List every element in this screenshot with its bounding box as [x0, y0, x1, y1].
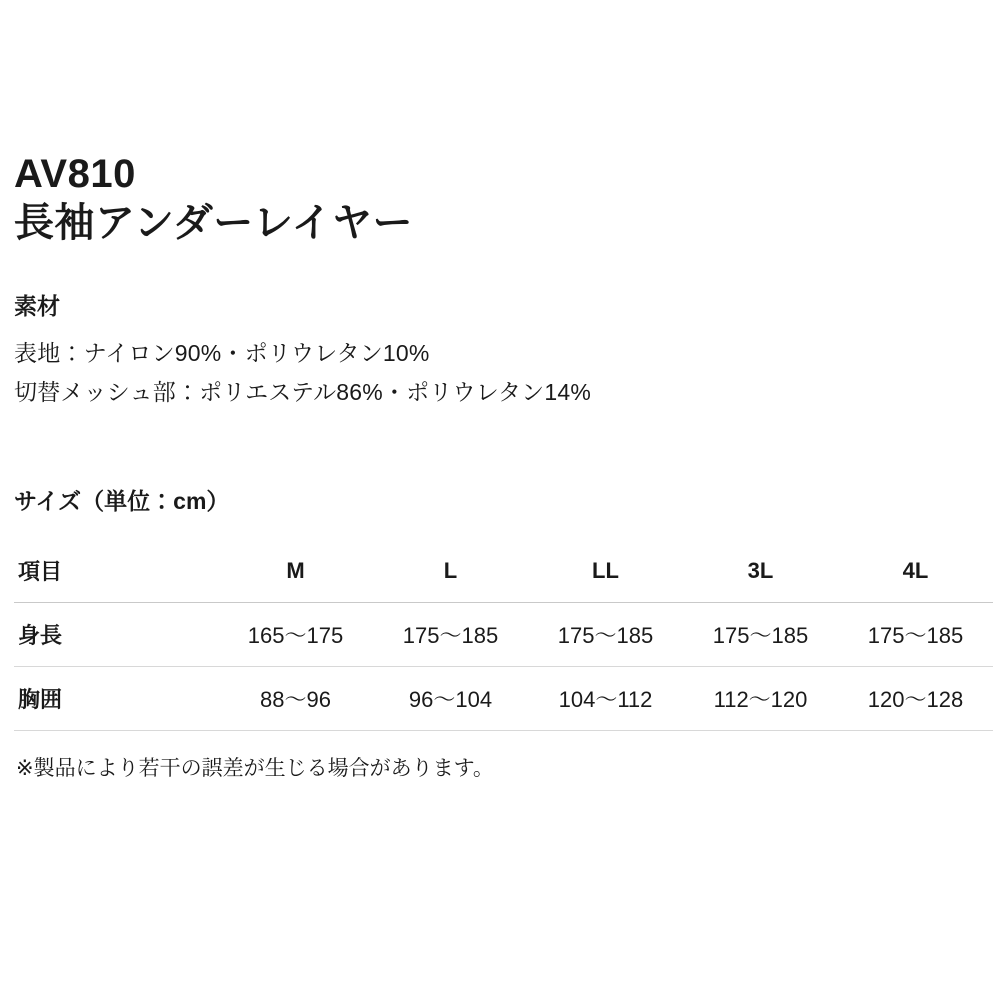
size-table-body — [14, 603, 993, 731]
product-code: AV810 — [14, 152, 136, 196]
chest-ll: 104〜112 — [528, 667, 683, 731]
column-header-m: M — [218, 539, 373, 603]
chest-m: 88〜96 — [218, 667, 373, 731]
material-section — [14, 290, 972, 413]
size-note: ※製品により若干の誤差が生じる場合があります。 — [16, 757, 494, 781]
column-header-4l: 4L — [838, 539, 993, 603]
column-header-item: 項目 — [14, 539, 218, 603]
column-header-l: L — [373, 539, 528, 603]
size-section — [14, 485, 972, 785]
height-ll: 175〜185 — [528, 603, 683, 667]
table-row — [14, 667, 993, 731]
size-table — [14, 539, 993, 731]
size-table-head — [14, 539, 993, 603]
product-name: 長袖アンダーレイヤー — [14, 200, 413, 245]
chest-4l: 120〜128 — [838, 667, 993, 731]
material-line-outer: 表地：ナイロン90%・ポリウレタン10% — [14, 339, 430, 366]
material-line-mesh: 切替メッシュ部：ポリエステル86%・ポリウレタン14% — [14, 379, 592, 406]
height-m: 165〜175 — [218, 603, 373, 667]
table-header-row — [14, 539, 993, 603]
height-4l: 175〜185 — [838, 603, 993, 667]
height-l: 175〜185 — [373, 603, 528, 667]
row-label-chest: 胸囲 — [14, 667, 218, 731]
column-header-ll: LL — [528, 539, 683, 603]
column-header-3l: 3L — [683, 539, 838, 603]
height-3l: 175〜185 — [683, 603, 838, 667]
chest-l: 96〜104 — [373, 667, 528, 731]
material-heading: 素材 — [14, 292, 60, 319]
chest-3l: 112〜120 — [683, 667, 838, 731]
size-heading: サイズ（単位：cm） — [14, 487, 230, 514]
table-row — [14, 603, 993, 667]
row-label-height: 身長 — [14, 603, 218, 667]
